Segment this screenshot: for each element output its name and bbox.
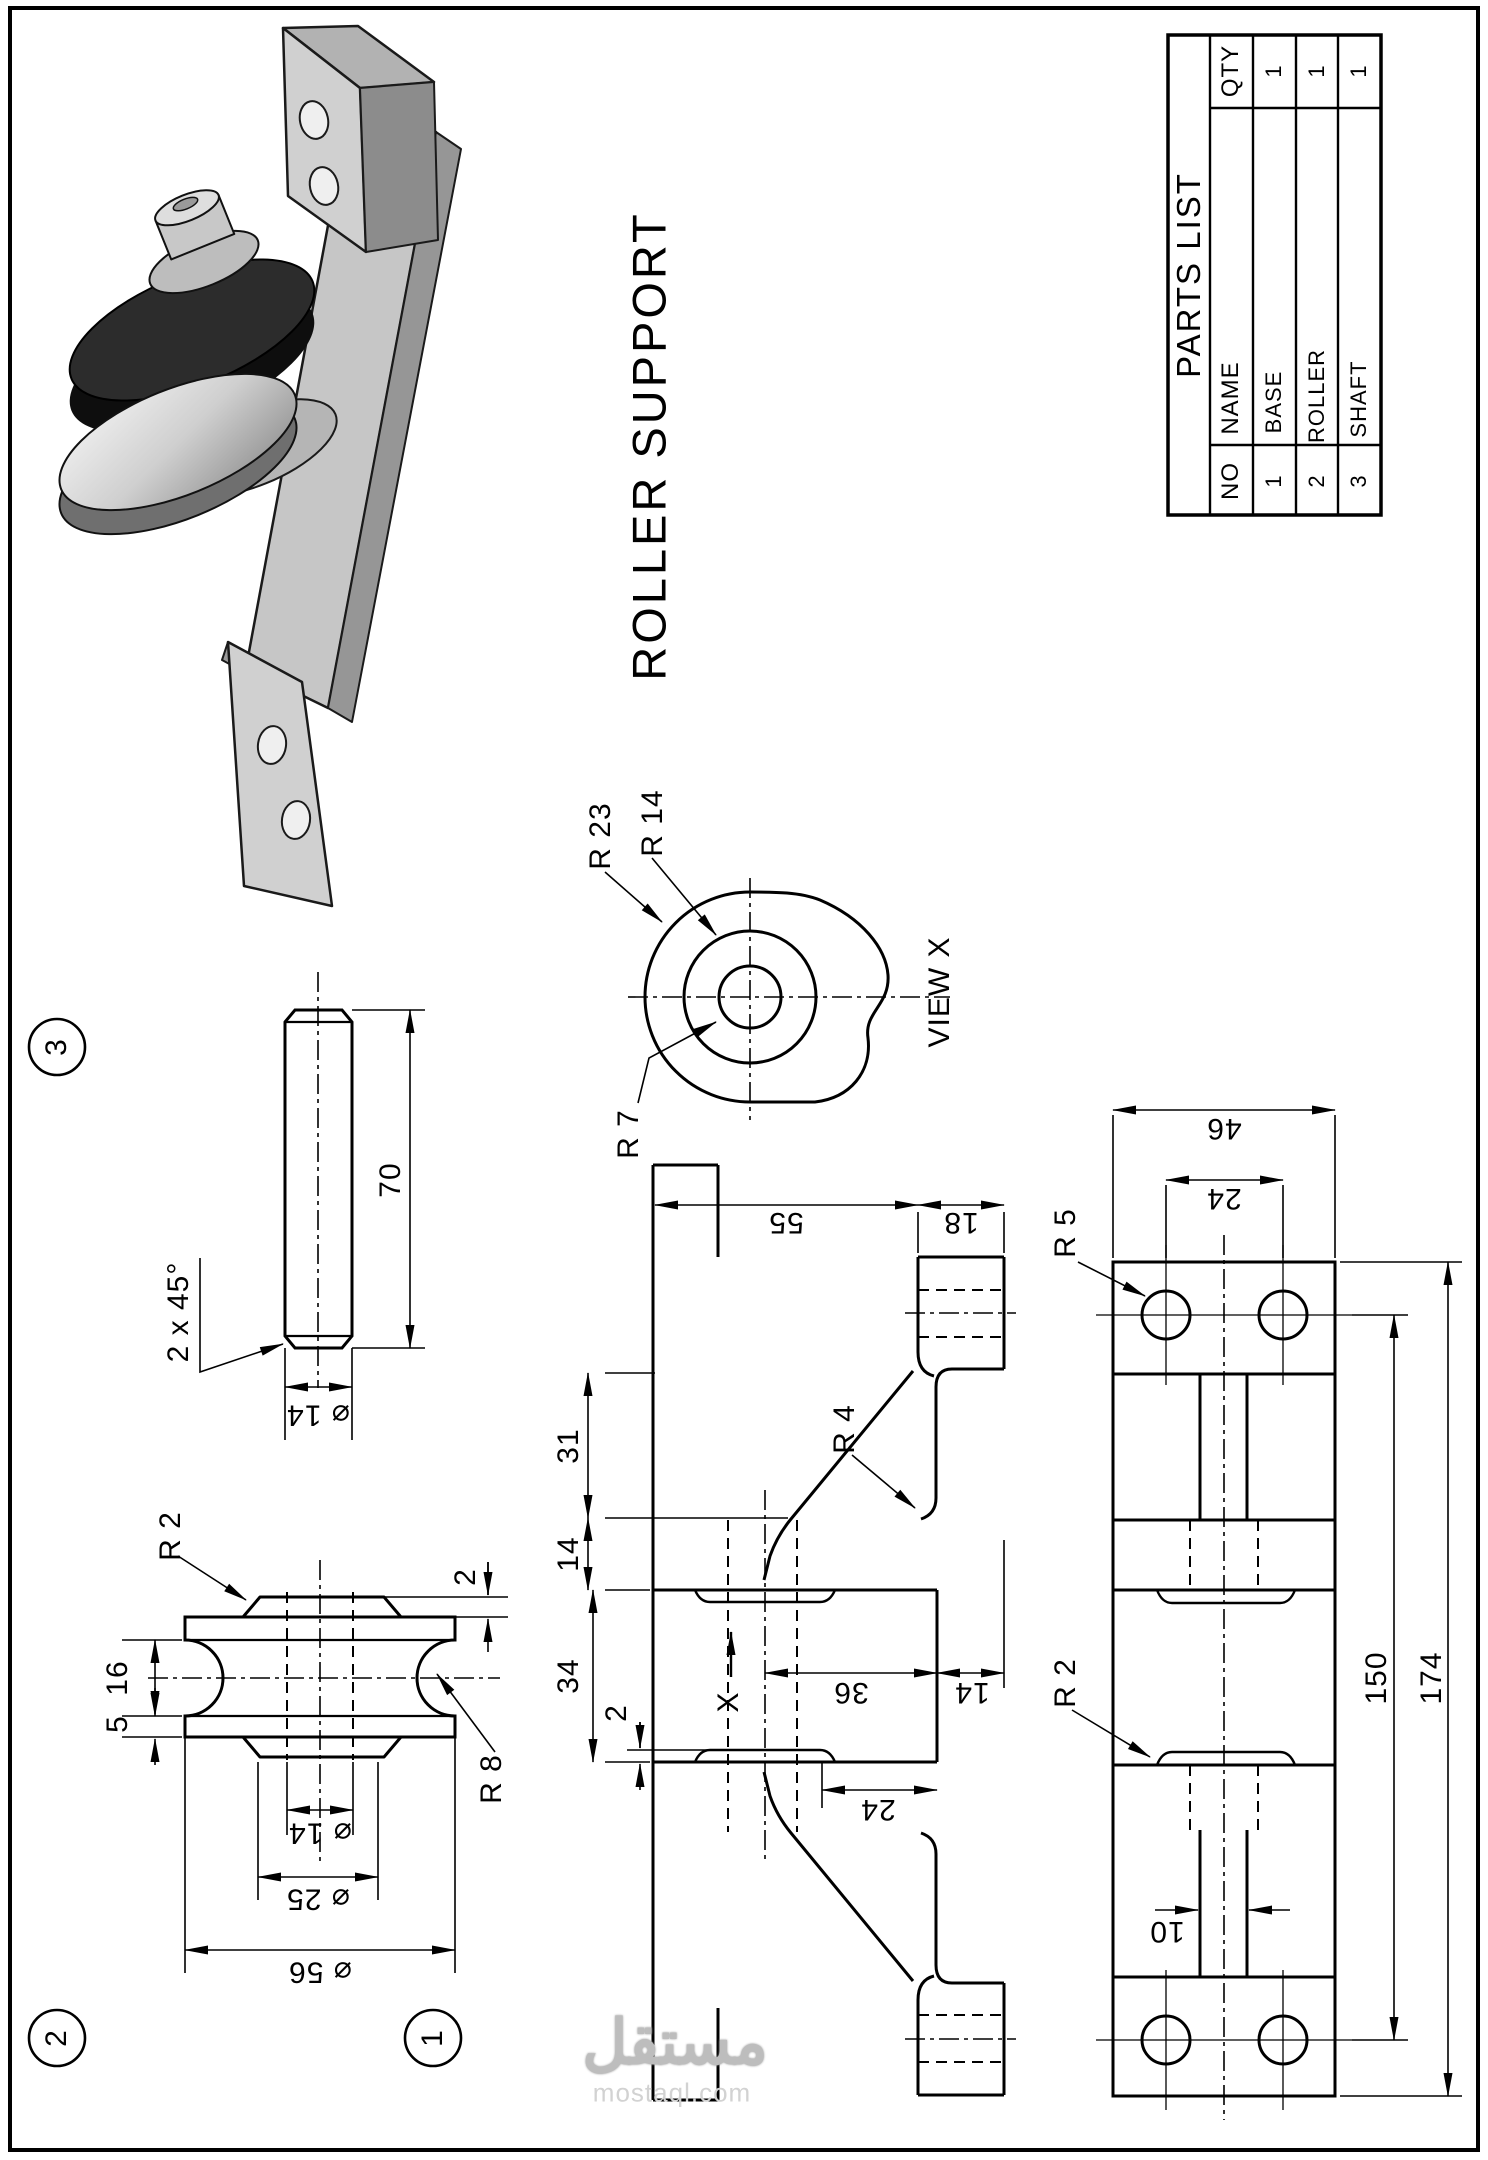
base-side-view: [588, 1165, 1016, 2100]
balloon-base: 1: [416, 2029, 449, 2047]
col-name: NAME: [1217, 361, 1244, 435]
watermark-logo: مستقل: [582, 2008, 768, 2078]
dim-side-36: 36: [833, 1676, 869, 1709]
row2-qty: 1: [1304, 64, 1329, 78]
shaft-view: [200, 972, 425, 1440]
view-x-drawing: [605, 858, 950, 1120]
dim-side-34: 34: [552, 1658, 585, 1694]
balloon-roller: 2: [40, 2029, 73, 2047]
row1-no: 1: [1261, 474, 1286, 488]
dim-roller-fillet: R 2: [154, 1511, 187, 1561]
view-arrow-x-label: X: [712, 1691, 745, 1713]
dim-side-2: 2: [600, 1704, 633, 1722]
dim-side-14a: 14: [552, 1536, 585, 1572]
dim-top-r5: R 5: [1049, 1208, 1082, 1258]
dim-r7: R 7: [612, 1109, 645, 1159]
dim-top-10: 10: [1149, 1915, 1185, 1948]
base-top-view: [1072, 1110, 1462, 2120]
dim-top-46: 46: [1206, 1112, 1242, 1145]
iso-3d-view: [41, 26, 461, 906]
dim-top-r2: R 2: [1049, 1658, 1082, 1708]
dim-roller-hub: ⌀ 25: [286, 1882, 350, 1916]
col-qty: QTY: [1217, 44, 1244, 98]
dim-side-55: 55: [768, 1206, 804, 1239]
dim-side-14b: 14: [954, 1676, 990, 1709]
row3-qty: 1: [1346, 64, 1371, 78]
watermark-url: mostaql.com: [592, 2077, 752, 2108]
dim-r14: R 14: [636, 789, 669, 857]
dim-roller-groove-width: 16: [101, 1660, 134, 1696]
dim-roller-recess: 2: [449, 1568, 482, 1586]
dim-shaft-chamfer: 2 x 45°: [162, 1261, 195, 1363]
dim-shaft-diameter: ⌀ 14: [286, 1398, 350, 1432]
col-no: NO: [1217, 462, 1244, 500]
dim-side-24: 24: [860, 1793, 896, 1826]
row1-qty: 1: [1261, 64, 1286, 78]
dim-roller-groove-radius: R 8: [475, 1754, 508, 1804]
row3-name: SHAFT: [1346, 360, 1371, 438]
parts-list-title: PARTS LIST: [1170, 172, 1207, 378]
dim-r23: R 23: [584, 802, 617, 870]
dim-top-174: 174: [1415, 1651, 1448, 1705]
dim-top-150: 150: [1360, 1651, 1393, 1705]
row1-name: BASE: [1261, 370, 1286, 434]
view-x-caption: VIEW X: [923, 936, 956, 1048]
balloon-shaft: 3: [40, 1038, 73, 1056]
dim-roller-outer: ⌀ 56: [288, 1955, 352, 1989]
row2-name: ROLLER: [1304, 348, 1329, 444]
dim-shaft-length: 70: [374, 1162, 407, 1198]
dim-side-31: 31: [552, 1428, 585, 1464]
dim-roller-rim: 5: [101, 1715, 134, 1733]
dim-roller-bore: ⌀ 14: [288, 1816, 352, 1850]
dim-side-18: 18: [943, 1206, 979, 1239]
row3-no: 3: [1346, 474, 1371, 488]
dim-top-24: 24: [1206, 1182, 1242, 1215]
row2-no: 2: [1304, 474, 1329, 488]
drawing-title: ROLLER SUPPORT: [622, 211, 676, 681]
dim-side-r4: R 4: [828, 1404, 861, 1454]
